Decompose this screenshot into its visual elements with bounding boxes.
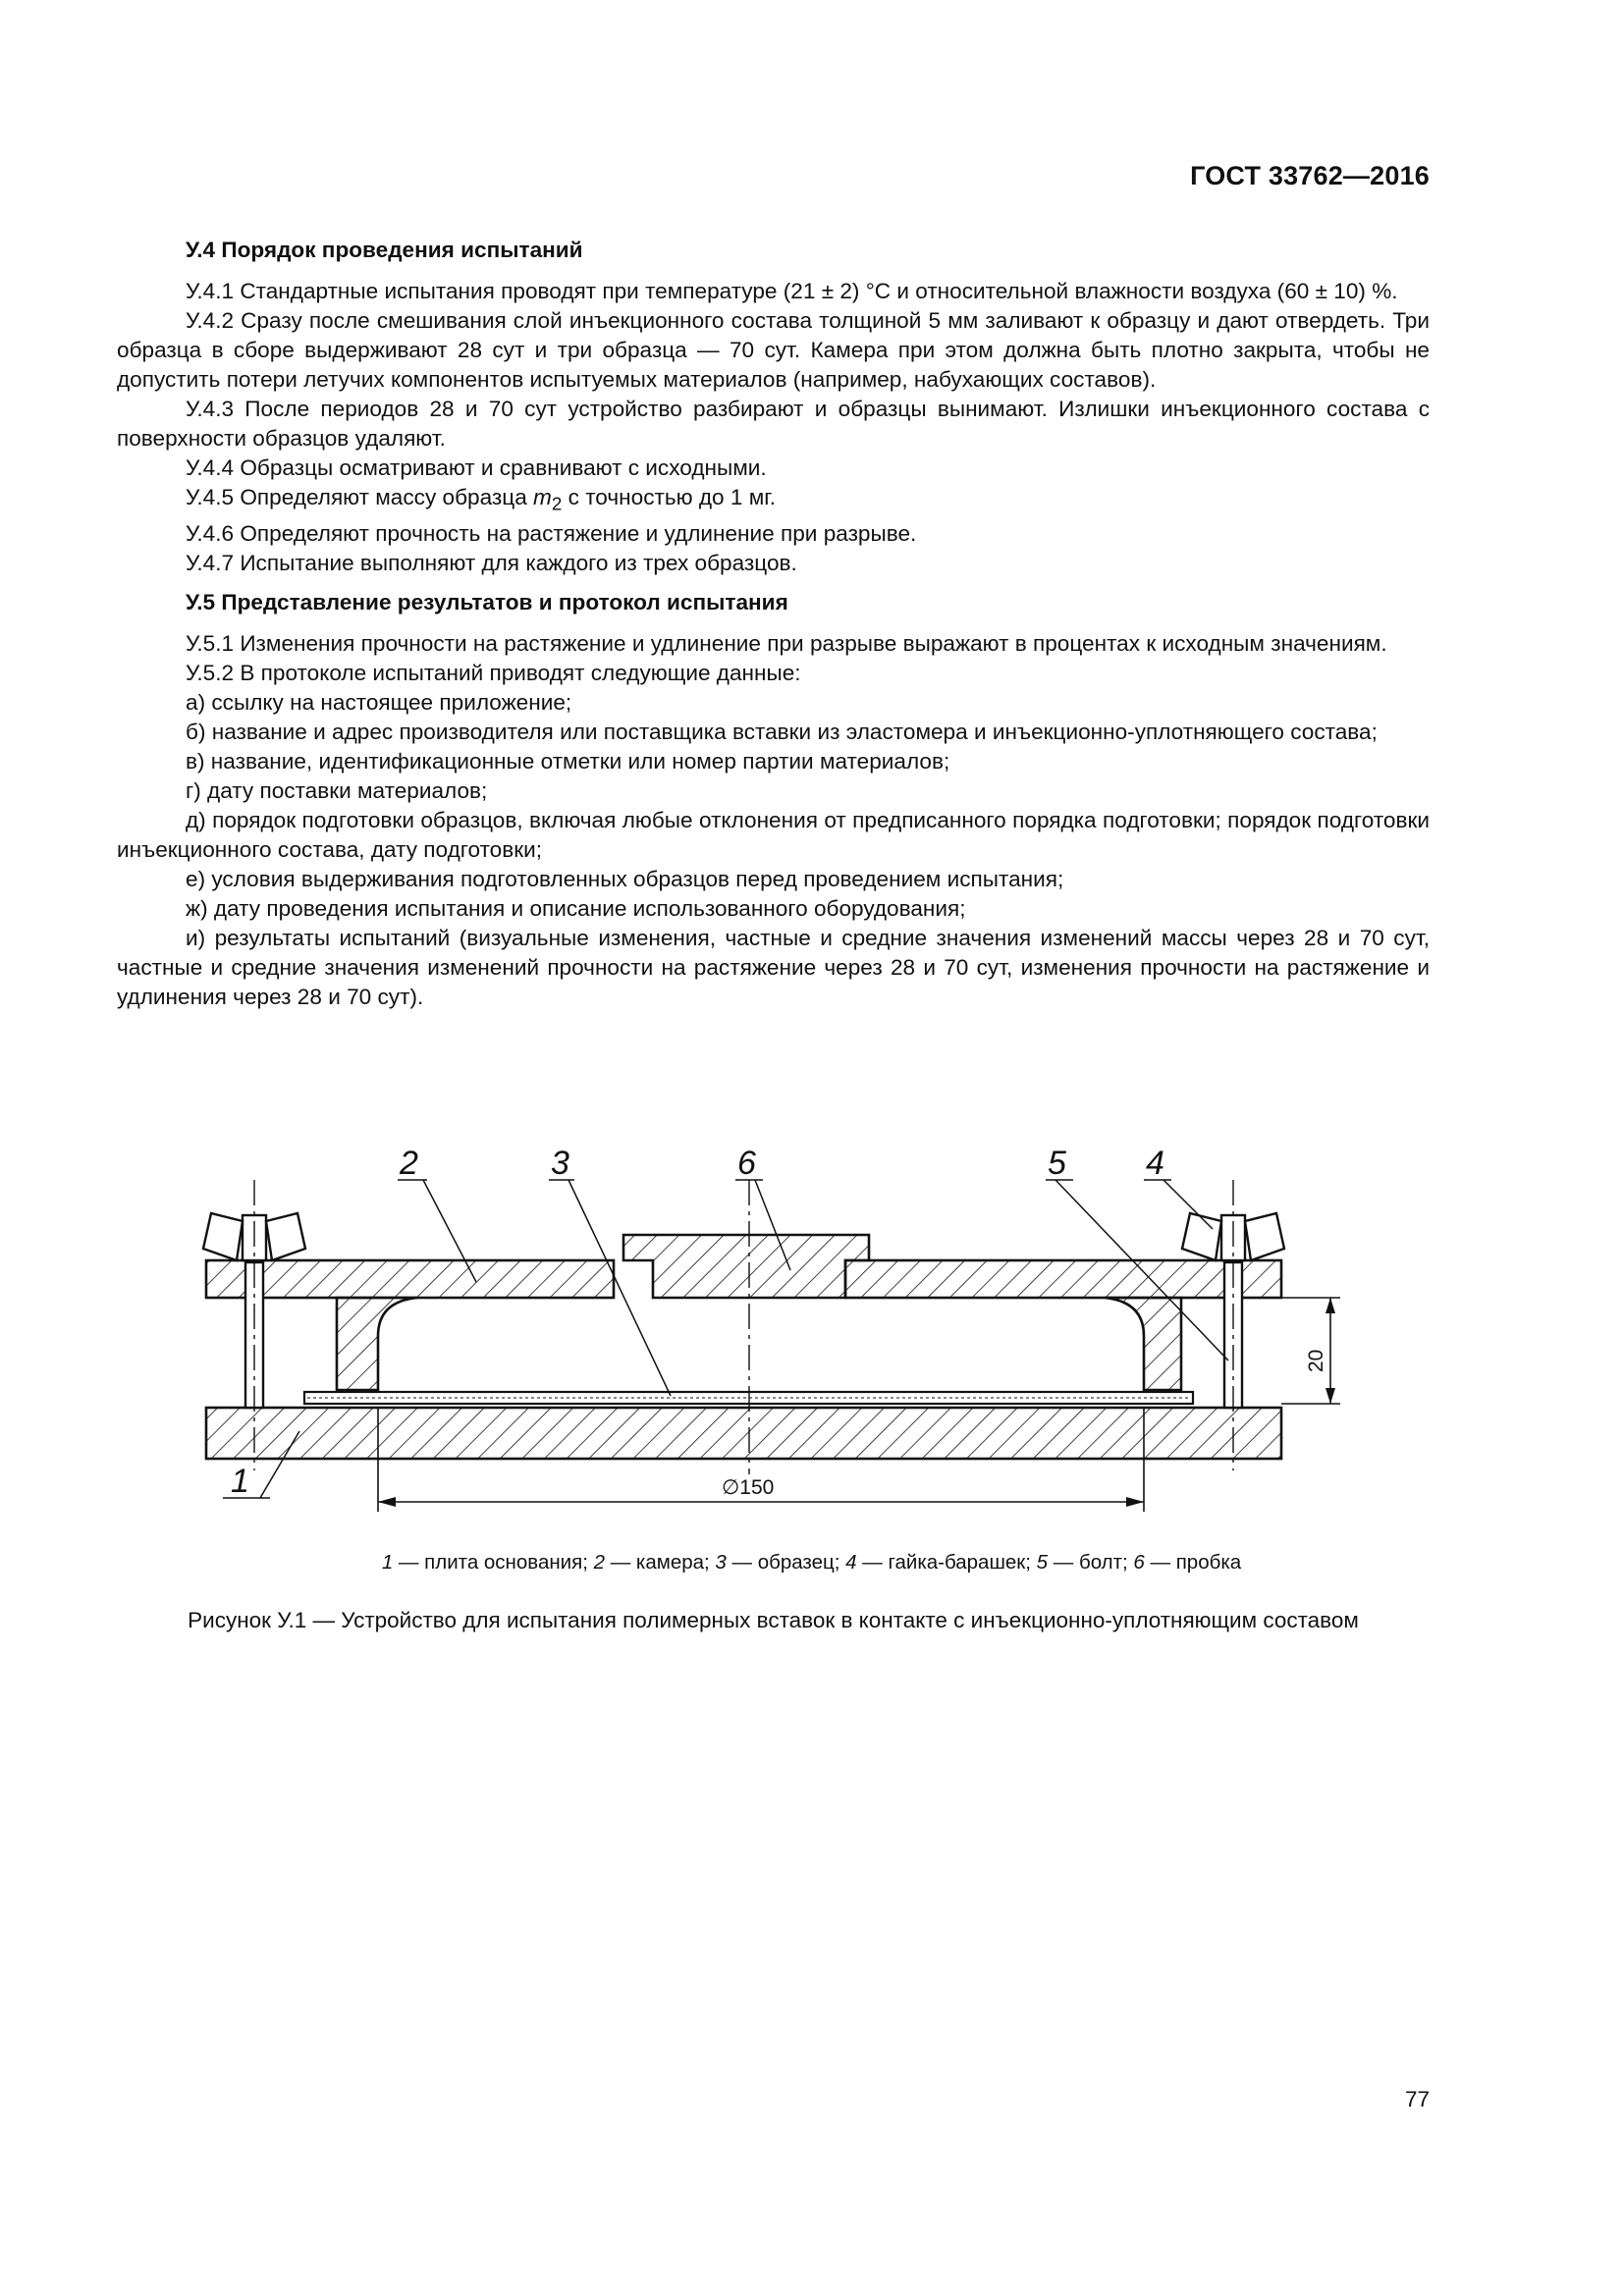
- dimension-diameter-label: ∅150: [722, 1476, 775, 1499]
- label-5-bolt: 5: [1048, 1145, 1066, 1182]
- paragraph-u5-2: У.5.2 В протоколе испытаний приводят следующие данные:: [186, 660, 801, 685]
- paragraph-u4-3: У.4.3 После периодов 28 и 70 сут устройство разбирают и образцы вынимают. Излишки инъекционного состава с поверхности образцов удаляют.: [117, 397, 1430, 451]
- wing-nut-left-wing2: [266, 1213, 305, 1260]
- test-device-drawing: [191, 1145, 1370, 1537]
- document-code-header: ГОСТ 33762—2016: [1190, 161, 1430, 190]
- paragraph-u5-1: У.5.1 Изменения прочности на растяжение и удлинение при разрыве выражают в процентах к исходным значениям.: [186, 630, 1387, 656]
- legend-text: — болт;: [1048, 1551, 1134, 1574]
- list-item-i: и) результаты испытаний (визуальные изменения, частные и средние значения изменений массы через 28 и 70 сут, частные и средние значения изменений прочности на растяжение через 28 и 70 сут, изменения прочности на растяжение и удлинения через 28 и 70 сут).: [117, 925, 1430, 1009]
- legend-text: — плита основания;: [393, 1551, 594, 1574]
- paragraph-u4-6: У.4.6 Определяют прочность на растяжение и удлинение при разрыве.: [186, 520, 917, 546]
- page-number: 77: [1404, 2087, 1430, 2111]
- paragraph-u4-7: У.4.7 Испытание выполняют для каждого из трех образцов.: [186, 550, 797, 575]
- list-item-e: е) условия выдерживания подготовленных образцов перед проведением испытания;: [186, 866, 1064, 891]
- list-item-g: г) дату поставки материалов;: [186, 777, 488, 803]
- paragraph-u4-5-tail: с точностью до 1 мг.: [562, 485, 776, 509]
- label-6-plug: 6: [737, 1145, 756, 1182]
- legend-text: — камера;: [605, 1551, 716, 1574]
- list-item-v: в) название, идентификационные отметки или номер партии материалов;: [186, 748, 950, 774]
- legend-text: — гайка-барашек;: [856, 1551, 1037, 1574]
- mass-variable: m: [533, 485, 552, 509]
- paragraph-u4-4: У.4.4 Образцы осматривают и сравнивают с исходными.: [186, 455, 767, 480]
- legend-num: 4: [845, 1551, 857, 1574]
- list-item-d: д) порядок подготовки образцов, включая любые отклонения от предписанного порядка подготовки; порядок подготовки инъекционного состава, дату подготовки;: [117, 807, 1430, 862]
- paragraph-u4-1: У.4.1 Стандартные испытания проводят при температуре (21 ± 2) °С и относительной влажности воздуха (60 ± 10) %.: [186, 279, 1398, 303]
- label-2-chamber: 2: [400, 1145, 418, 1182]
- figure-legend: [0, 1551, 1623, 1575]
- plug: [623, 1235, 869, 1298]
- legend-text: — образец;: [726, 1551, 846, 1574]
- paragraph-u4-2: У.4.2 Сразу после смешивания слой инъекционного состава толщиной 5 мм заливают к образцу и дают отвердеть. Три образца в сборе выдерживают 28 сут и три образца — 70 сут. Камера при этом должна быть плотно закрыта, чтобы не допустить потери летучих компонентов испытуемых материалов (например, набухающих составов).: [117, 308, 1430, 392]
- figure-caption: Рисунок У.1 — Устройство для испытания полимерных вставок в контакте с инъекционно-уплотняющим составом: [188, 1608, 1359, 1632]
- section-heading-u4: У.4 Порядок проведения испытаний: [186, 238, 583, 262]
- legend-text: — пробка: [1144, 1551, 1242, 1574]
- legend-num: 1: [381, 1551, 394, 1574]
- list-item-zh: ж) дату проведения испытания и описание использованного оборудования;: [186, 895, 966, 921]
- legend-num: 6: [1133, 1551, 1145, 1574]
- list-item-a: а) ссылку на настоящее приложение;: [186, 689, 572, 715]
- wing-nut-right-wing2: [1245, 1213, 1284, 1260]
- legend-num: 3: [715, 1551, 727, 1574]
- label-1-base-plate: 1: [231, 1463, 249, 1500]
- chamber-wall-right: [1105, 1298, 1181, 1390]
- chamber-wall-left: [337, 1298, 417, 1390]
- paragraph-u4-5: [117, 483, 1430, 519]
- base-plate: [206, 1408, 1281, 1459]
- chamber-top-left: [206, 1260, 614, 1298]
- dimension-height-label: 20: [1305, 1349, 1327, 1372]
- mass-variable-subscript: 2: [551, 493, 563, 514]
- list-item-b: б) название и адрес производителя или поставщика вставки из эластомера и инъекционно-уплотняющего состава;: [186, 719, 1378, 744]
- chamber-top-right: [845, 1260, 1281, 1298]
- label-3-specimen: 3: [551, 1145, 569, 1182]
- wing-nut-left-wing1: [203, 1213, 243, 1260]
- legend-num: 2: [593, 1551, 606, 1574]
- label-4-wing-nut: 4: [1146, 1145, 1164, 1182]
- technical-drawing-svg: [191, 1145, 1370, 1537]
- paragraph-u4-5-text: У.4.5 Определяют массу образца: [186, 485, 534, 509]
- wing-nut-right-wing1: [1182, 1213, 1221, 1260]
- section-heading-u5: У.5 Представление результатов и протокол испытания: [186, 589, 788, 614]
- legend-num: 5: [1036, 1551, 1049, 1574]
- document-body: [117, 228, 1430, 1012]
